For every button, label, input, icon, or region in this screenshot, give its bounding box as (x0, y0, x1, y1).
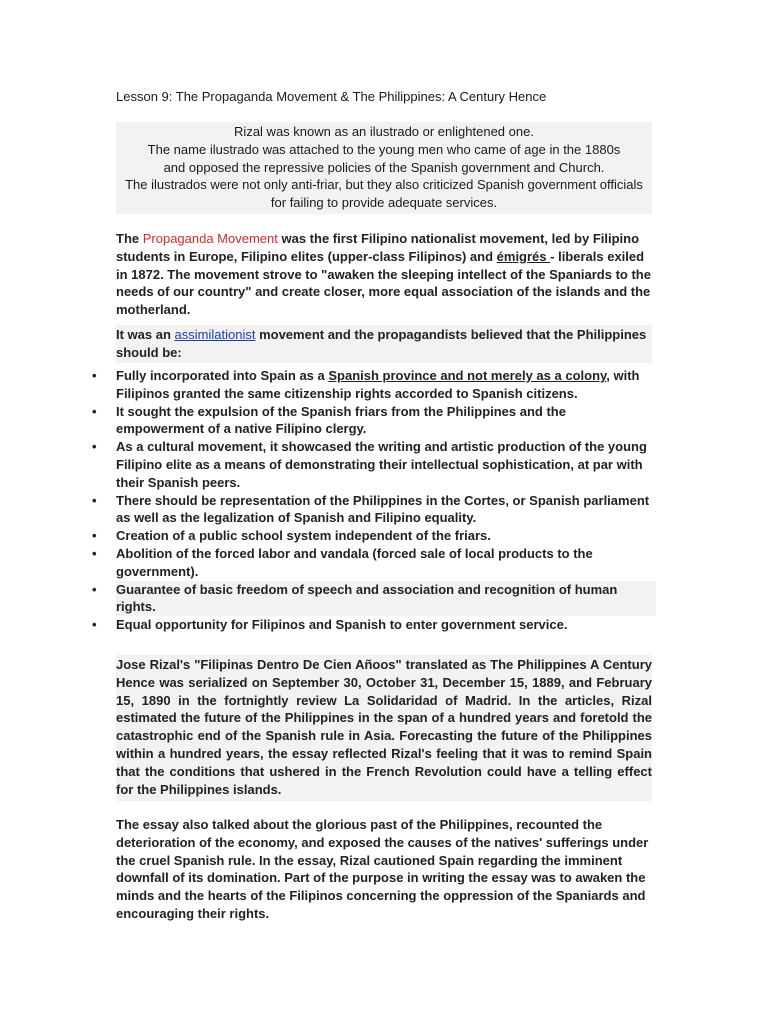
bullet-marker: • (92, 528, 97, 544)
bullet-marker: • (92, 368, 97, 383)
paragraph1-pre: The (116, 231, 143, 246)
intro-line: The name ilustrado was attached to the young men who came of age in the 1880s (147, 141, 621, 157)
bullet-3-text: There should be representation of the Philippines in the Cortes, or Spanish parliament as well as the legalization of Spanish and Filipino equality. (116, 492, 650, 526)
intro-line: for failing to provide adequate services. (270, 195, 498, 211)
list-item (92, 527, 656, 545)
list-item (92, 616, 656, 634)
bullet-2-text: As a cultural movement, it showcased the writing and artistic production of the young Filipino elite as a means of demonstrating their intellectual sophistication, at par with their Spanish peers. (116, 439, 647, 490)
bullet-marker: • (92, 403, 97, 419)
intro-line: The ilustrados were not only anti-friar, but they also criticized Spanish government officials (125, 177, 643, 193)
bullet-4-text: Creation of a public school system independent of the friars. (116, 528, 491, 544)
paragraph2-post: movement and the propagandists believed that the Philippines should be: (116, 327, 647, 360)
list-item (92, 367, 656, 403)
bullet-0-pre: Fully incorporated into Spain as a (116, 368, 329, 383)
bullet-0-post: , with Filipinos granted the same citizenship rights accorded to Spanish citizens. (116, 368, 640, 401)
list-item (92, 438, 656, 491)
intro-line: Rizal was known as an ilustrado or enlightened one. (234, 124, 534, 139)
assimilationist-link[interactable]: assimilationist (174, 327, 256, 342)
intro-line: and opposed the repressive policies of the Spanish government and Church. (163, 159, 605, 175)
paragraph1-post: - liberals exiled in 1872. The movement strove to "awaken the sleeping intellect of the Spaniards to the needs of our country" and create closer, more equal association of the islands and the motherland. (116, 248, 651, 318)
bullet-marker: • (92, 439, 97, 455)
paragraph-essay-summary: The essay also talked about the glorious past of the Philippines, recounted the deterioration of the economy, and exposed the causes of the natives' sufferings under the cruel Spanish rule. In the essay, Rizal cautioned Spain regarding the imminent downfall of its domination. Part of the purpose in writing the essay was to awaken the minds and the hearts of the Filipinos concerning the oppression of the Spaniards and encouraging their rights. (116, 817, 649, 921)
bullet-marker: • (92, 545, 97, 561)
paragraph-propaganda-movement (116, 230, 652, 319)
bullet-marker: • (92, 581, 97, 597)
list-item (92, 545, 656, 581)
paragraph1-mid: was the first Filipino nationalist movement, led by Filipino students in Europe, Filipino elites (upper-class Filipinos) and (116, 231, 640, 264)
intro-box (116, 122, 652, 214)
bullet-1-text: It sought the expulsion of the Spanish friars from the Philippines and the empowerment of a native Filipino clergy. (116, 403, 566, 437)
bullet-0-underlined: Spanish province and not merely as a colony (328, 368, 607, 383)
paragraph-century-hence: Jose Rizal's "Filipinas Dentro De Cien Añoos" translated as The Philippines A Century Hence was serialized on September 30, October 31, December 15, 1889, and February 15, 1890 in the fortnightly review La Solidaridad of Madrid. In the articles, Rizal estimated the future of the Philippines in the span of a hundred years and foretold the catastrophic end of the Spanish rule in Asia. Forecasting the future of the Philippines within a hundred years, the essay reflected Rizal's feeling that it was to remind Spain that the conditions that ushered in the French Revolution could have a telling effect for the Philippines islands. (116, 655, 652, 801)
bullet-marker: • (92, 617, 97, 633)
goals-list (92, 367, 656, 634)
lesson-title: Lesson 9: The Propaganda Movement & The Philippines: A Century Hence (116, 89, 547, 104)
paragraph-assimilationist (116, 325, 652, 363)
bullet-marker: • (92, 492, 97, 508)
emigres-underlined: émigrés (496, 248, 551, 264)
bullet-7-text: Equal opportunity for Filipinos and Spanish to enter government service. (116, 617, 568, 633)
bullet-5-text: Abolition of the forced labor and vandala (forced sale of local products to the government). (116, 545, 593, 579)
list-item (92, 492, 656, 528)
list-item (92, 581, 656, 617)
list-item (92, 403, 656, 439)
paragraph2-pre: It was an (116, 327, 175, 342)
bullet-6-text: Guarantee of basic freedom of speech and association and recognition of human rights. (116, 581, 618, 615)
propaganda-movement-highlight: Propaganda Movement (142, 231, 278, 246)
